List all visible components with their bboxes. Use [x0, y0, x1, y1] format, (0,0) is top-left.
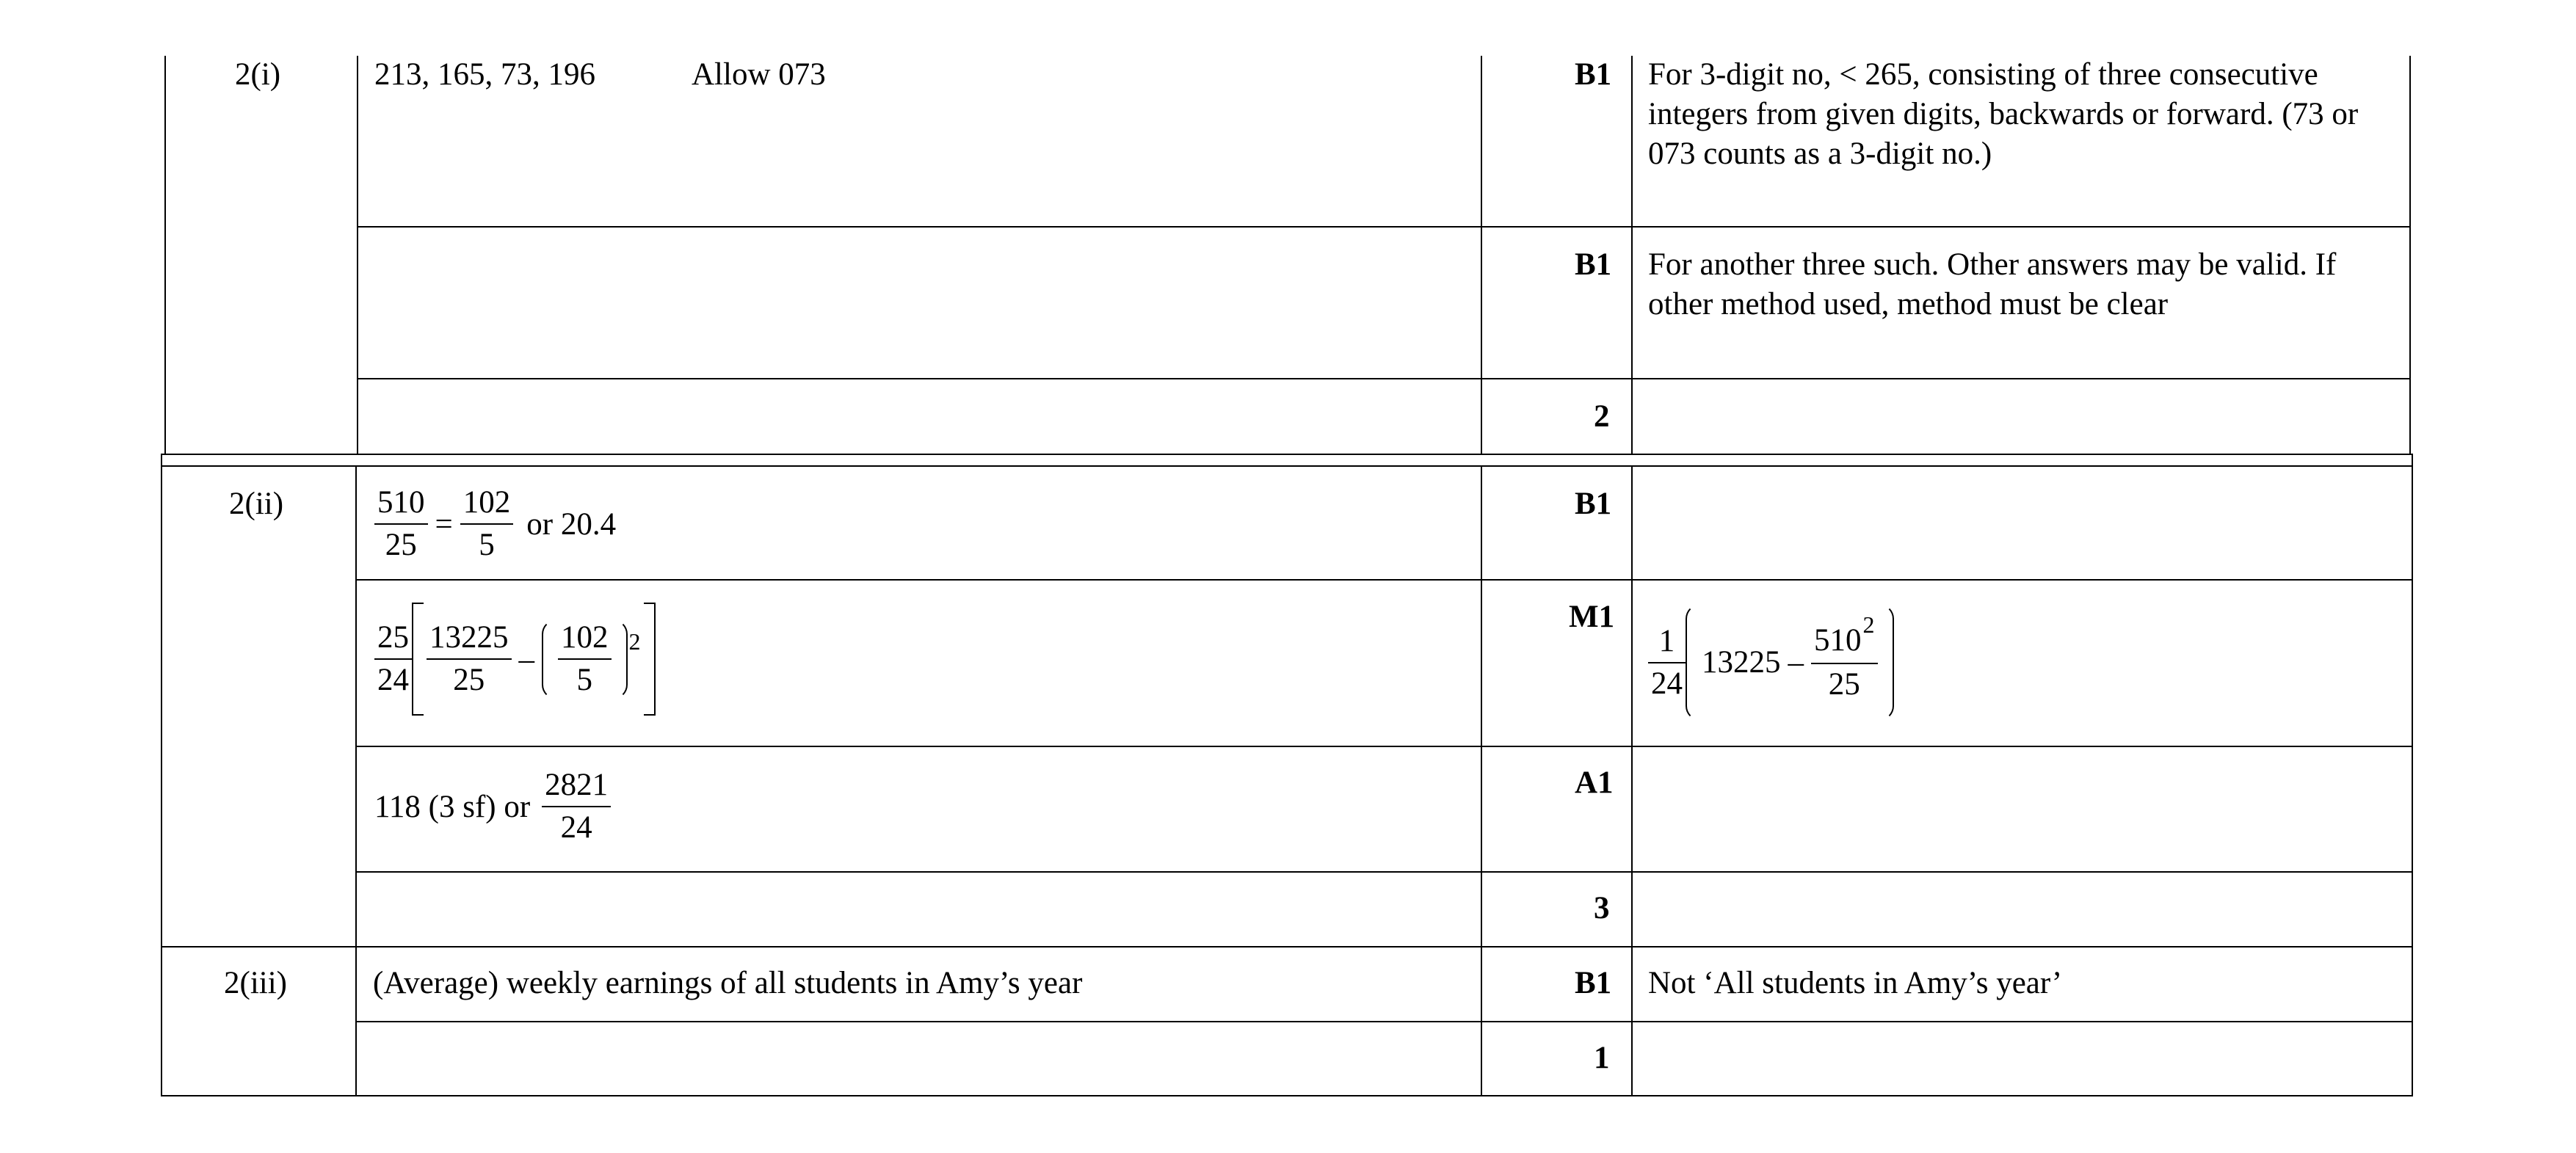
numerator: 25 [374, 617, 412, 660]
denominator: 5 [479, 528, 495, 562]
mark-2ii-m1: M1 [1569, 600, 1615, 634]
denominator: 24 [377, 663, 409, 697]
total-2i: 2 [1594, 399, 1610, 434]
numerator: 1 [1648, 621, 1686, 663]
grid-line [1631, 465, 1633, 1096]
right-square-bracket [644, 603, 656, 716]
grid-line [355, 1021, 2413, 1022]
grid-line [161, 1095, 2413, 1096]
question-label-2ii: 2(ii) [229, 487, 284, 521]
guidance-2ii-alt-method [1648, 604, 1894, 721]
numerator: 510 [374, 482, 428, 525]
denominator: 24 [560, 810, 592, 845]
numerator: 2821 [542, 765, 611, 807]
left-parenthesis [1686, 604, 1700, 721]
answer-2ii-mean [374, 482, 616, 566]
fraction-102-5 [460, 482, 514, 566]
numerator: 102 [460, 482, 514, 525]
right-parenthesis [613, 619, 628, 699]
grid-line [357, 378, 2411, 379]
answer-2i-allow: Allow 073 [692, 57, 826, 92]
section-separator [161, 465, 2413, 467]
exponent: 2 [1862, 611, 1875, 638]
fraction-102-5 [558, 617, 612, 701]
denominator: 25 [1828, 666, 1860, 702]
left-square-bracket [412, 603, 424, 716]
denominator: 25 [385, 528, 417, 562]
answer-2iii: (Average) weekly earnings of all students in Amy’s year [373, 966, 1083, 1000]
minus-sign: – [518, 641, 534, 677]
answer-2ii-result [374, 765, 611, 848]
right-parenthesis [1879, 604, 1894, 721]
alt-value: or 20.4 [526, 506, 617, 542]
grid-line [355, 871, 2413, 873]
fraction-1-24 [1648, 621, 1686, 705]
fraction-510sq-25 [1811, 611, 1878, 705]
fraction-13225-25 [427, 617, 512, 701]
denominator: 5 [576, 663, 592, 697]
total-2iii: 1 [1594, 1041, 1610, 1075]
grid-line [2412, 454, 2413, 1096]
fraction-2821-24 [542, 765, 611, 848]
exponent: 2 [628, 628, 641, 655]
denominator: 24 [1651, 666, 1683, 701]
question-label-2i: 2(i) [235, 57, 281, 92]
mark-2i-b1: B1 [1575, 57, 1612, 92]
answer-2i-digits: 213, 165, 73, 196 [374, 57, 595, 92]
grid-line [355, 746, 2413, 747]
grid-line [161, 946, 2413, 948]
grid-line [161, 454, 162, 1096]
grid-line [357, 56, 358, 455]
fraction-510-25 [374, 482, 428, 566]
answer-2ii-variance [374, 603, 656, 716]
grid-line [357, 226, 2411, 228]
mark-2i-b1-second: B1 [1575, 247, 1612, 282]
result-value: 118 (3 sf) or [374, 789, 531, 824]
total-2ii: 3 [1594, 891, 1610, 925]
grid-line [355, 579, 2413, 581]
guidance-2i-1: For 3-digit no, < 265, consisting of three consecutive integers from given digits, backwards or forward. (73 or 073 counts as a 3-digit no.) [1648, 57, 2359, 171]
numerator-base: 510 [1814, 622, 1862, 658]
guidance-2iii: Not ‘All students in Amy’s year’ [1648, 966, 2063, 1000]
term-13225: 13225 [1702, 645, 1781, 680]
grid-line [355, 465, 357, 1096]
numerator: 102 [558, 617, 612, 660]
minus-sign: – [1788, 645, 1804, 680]
fraction-25-24 [374, 617, 412, 701]
grid-line [1481, 465, 1482, 1096]
numerator [1811, 611, 1878, 664]
guidance-2i-2: For another three such. Other answers may be valid. If other method used, method must be clear [1648, 247, 2337, 321]
mark-2iii-b1: B1 [1575, 966, 1612, 1000]
mark-2ii-a1: A1 [1575, 765, 1614, 800]
question-label-2iii: 2(iii) [224, 966, 287, 1000]
mark-2ii-b1: B1 [1575, 487, 1612, 521]
numerator: 13225 [427, 617, 512, 660]
grid-line [164, 56, 166, 455]
grid-line [1631, 56, 1633, 455]
grid-line [1481, 56, 1482, 455]
equals-sign: = [435, 506, 453, 542]
section-separator [161, 454, 2413, 455]
denominator: 25 [453, 663, 485, 697]
left-parenthesis [542, 619, 556, 699]
grid-line [2409, 56, 2411, 455]
